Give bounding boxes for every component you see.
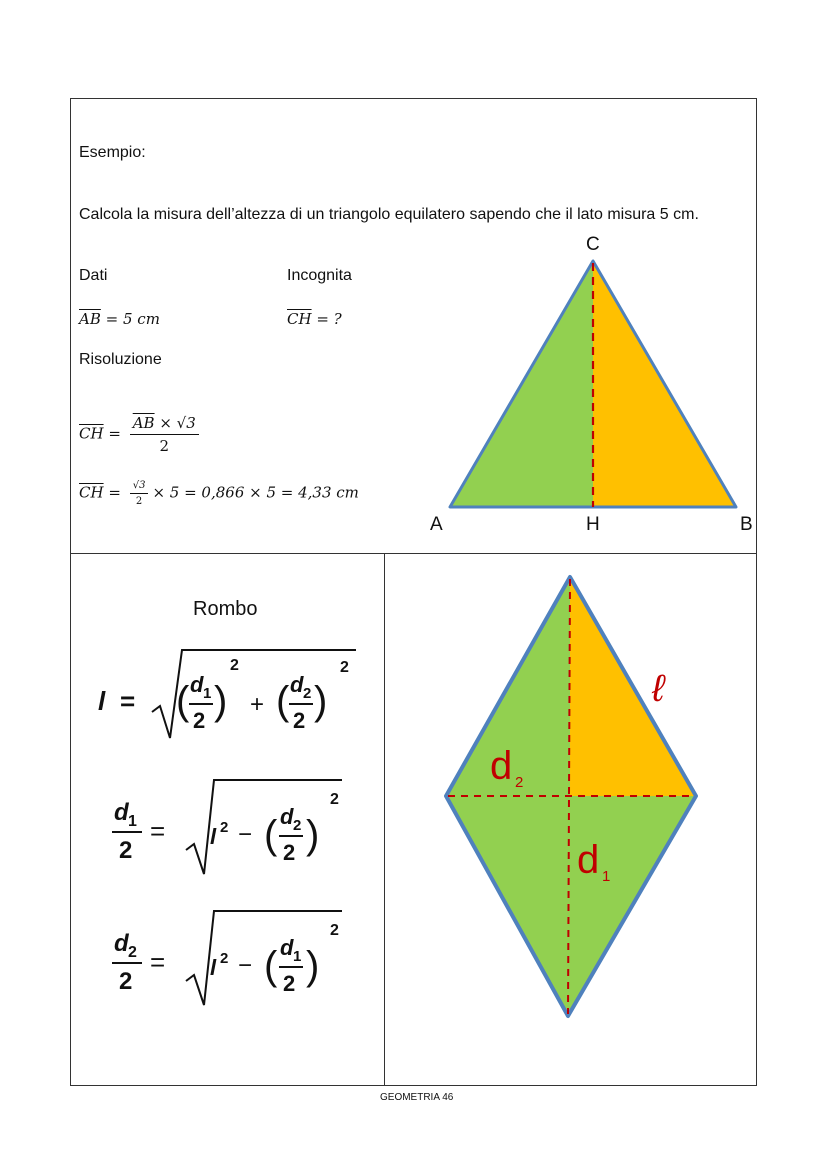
vertex-b-label: B — [740, 514, 753, 535]
example-label: Esempio: — [79, 144, 146, 161]
f1-exp-b: 2 — [340, 659, 349, 676]
f3-d1: d — [280, 935, 294, 960]
f1-d1: d — [190, 672, 204, 697]
data-heading: Dati — [79, 267, 108, 284]
formula-denominator: 2 — [159, 437, 170, 455]
problem-statement: Calcola la misura dell’altezza di un triangolo equilatero sapendo che il lato misura 5 cm. — [79, 206, 699, 223]
side-formula — [90, 640, 380, 750]
f1-sub1: 1 — [203, 685, 212, 702]
long-diagonal-sub: 1 — [602, 868, 611, 885]
half-diagonal-2-formula — [100, 903, 370, 1013]
svg-text:(: ( — [264, 944, 278, 988]
side-equals: = — [120, 686, 136, 716]
f1-plus: + — [250, 691, 265, 718]
f2-sub1: 1 — [128, 813, 137, 830]
f1-exp-a: 2 — [230, 657, 239, 674]
f3-sub2: 2 — [128, 944, 137, 961]
f3-exp: 2 — [330, 922, 339, 939]
f2-d2: d — [280, 804, 294, 829]
f1-two-a: 2 — [193, 708, 206, 733]
f1-two-b: 2 — [293, 708, 306, 733]
f3-l-exp: 2 — [220, 950, 229, 967]
f3-d2: d — [114, 930, 129, 957]
unknown-heading: Incognita — [287, 267, 352, 284]
side-symbol: l — [98, 686, 106, 716]
half-diagonal-1-formula — [100, 772, 370, 882]
equilateral-triangle-diagram — [420, 228, 760, 538]
rhombus-title: Rombo — [193, 598, 258, 620]
f2-two-b: 2 — [283, 840, 296, 865]
vertex-a-label: A — [430, 514, 443, 535]
formula-numerator: × √3 — [159, 414, 196, 432]
f1-d2: d — [290, 672, 304, 697]
f2-minus: − — [238, 821, 253, 848]
formula-ab: $\overline{AB}$ — [132, 414, 155, 432]
calc-ch: $\overline{CH}$ — [79, 483, 104, 502]
f2-equals: = — [150, 816, 166, 846]
f3-two-b: 2 — [283, 971, 296, 996]
short-diagonal-label: d — [490, 744, 513, 788]
long-diagonal-label: d — [577, 838, 600, 882]
f1-sub2: 2 — [303, 685, 312, 702]
resolution-heading: Risoluzione — [79, 351, 162, 368]
f2-sub2: 2 — [293, 817, 302, 834]
svg-text:): ) — [306, 813, 320, 857]
f2-l: l — [210, 824, 217, 849]
svg-text:): ) — [214, 679, 228, 723]
side-label: ℓ — [652, 668, 665, 710]
calc-result: × 5 = 0,866 × 5 = 4,33 cm — [152, 483, 359, 502]
vertex-h-label: H — [586, 514, 600, 535]
svg-text:(: ( — [176, 679, 190, 723]
formula-fraction — [130, 414, 199, 455]
svg-text:(: ( — [264, 813, 278, 857]
height-formula: $\overline{CH}$ = $\frac{\overline{AB} \times √3}{2}$ — [79, 414, 203, 455]
svg-text:): ) — [306, 944, 320, 988]
f3-sub1: 1 — [293, 948, 302, 965]
given-value: = 5 cm — [105, 310, 160, 328]
short-diagonal-sub: 2 — [515, 774, 524, 791]
rhombus-diagram — [430, 565, 720, 1030]
f2-two: 2 — [119, 837, 133, 864]
f3-equals: = — [150, 947, 166, 977]
calc-numerator: √3 — [130, 480, 149, 494]
f3-l: l — [210, 955, 217, 980]
unknown-value: = ? — [316, 310, 342, 328]
vertex-c-label: C — [586, 234, 600, 255]
f2-d1: d — [114, 799, 129, 826]
height-calculation: $\overline{CH}$ = $\frac{√3}{2}$ × 5 = 0,866 × 5 = 4,33 cm — [79, 480, 359, 507]
f3-two: 2 — [119, 968, 133, 995]
calc-denominator: 2 — [135, 496, 143, 507]
segment-ch: $\overline{CH}$ — [287, 310, 312, 328]
f3-minus: − — [238, 952, 253, 979]
calc-fraction — [130, 480, 149, 507]
svg-text:(: ( — [276, 679, 290, 723]
segment-ab: $\overline{AB}$ — [79, 310, 101, 328]
formula-ch: $\overline{CH}$ — [79, 424, 104, 443]
page-footer: GEOMETRIA 46 — [380, 1092, 454, 1103]
f2-exp: 2 — [330, 791, 339, 808]
unknown-data — [287, 310, 342, 328]
f2-l-exp: 2 — [220, 819, 229, 836]
svg-text:): ) — [314, 679, 328, 723]
given-data — [79, 310, 160, 328]
